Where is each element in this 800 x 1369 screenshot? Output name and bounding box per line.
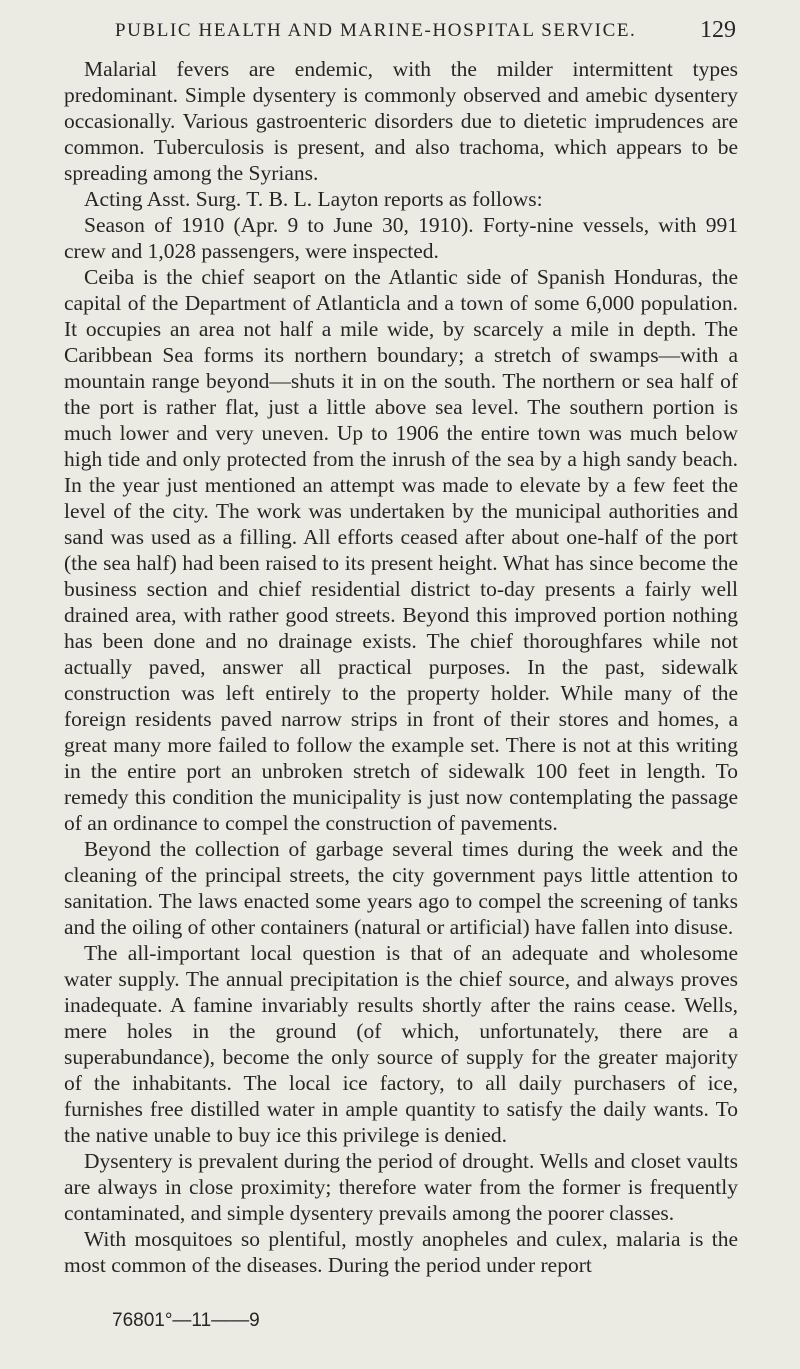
signature-mark: 76801°—11——9: [112, 1310, 260, 1331]
paragraph: The all-important local question is that of an adequate and wholesome water supply. The annual precipitation is the chief source, and always proves inadequate. A famine invariably results shortly after the rains cease. Wells, mere holes in the ground (of which, unfortunately, there are a superabundance), become the only source of supply for the greater majority of the inhabitants. The local ice factory, to all daily purchasers of ice, furnishes free distilled water in ample quantity to satisfy the daily wants. To the native unable to buy ice this privilege is denied.: [64, 941, 738, 1147]
paragraph: Malarial fevers are endemic, with the milder intermittent types predominant. Simple dysentery is commonly observed and amebic dysentery occasionally. Various gastroenteric disorders due to dietetic imprudences are common. Tuberculosis is present, and also trachoma, which appears to be spreading among the Syrians.: [64, 57, 738, 185]
paragraph: Acting Asst. Surg. T. B. L. Layton reports as follows:: [84, 187, 543, 211]
running-title: PUBLIC HEALTH AND MARINE-HOSPITAL SERVICE.: [115, 20, 637, 41]
paragraph: With mosquitoes so plentiful, mostly anopheles and culex, malaria is the most common of the diseases. During the period under report: [64, 1227, 738, 1277]
body-text: [64, 56, 738, 1278]
paragraph: Beyond the collection of garbage several times during the week and the cleaning of the principal streets, the city government pays little attention to sanitation. The laws enacted some years ago to compel the screening of tanks and the oiling of other containers (natural or artificial) have fallen into disuse.: [64, 837, 738, 939]
paragraph: Ceiba is the chief seaport on the Atlantic side of Spanish Honduras, the capital of the Department of Atlanticla and a town of some 6,000 population. It occupies an area not half a mile wide, by scarcely a mile in depth. The Caribbean Sea forms its northern boundary; a stretch of swamps—with a mountain range beyond—shuts it in on the south. The northern or sea half of the port is rather flat, just a little above sea level. The southern portion is much lower and very uneven. Up to 1906 the entire town was much below high tide and only protected from the inrush of the sea by a high sandy beach. In the year just mentioned an attempt was made to elevate by a few feet the level of the city. The work was undertaken by the municipal authorities and sand was used as a filling. All efforts ceased after about one-half of the port (the sea half) had been raised to its present height. What has since become the business section and chief residential district to-day presents a fairly well drained area, with rather good streets. Beyond this improved portion nothing has been done and no drainage exists. The chief thoroughfares while not actually paved, answer all practical purposes. In the past, sidewalk construction was left entirely to the property holder. While many of the foreign residents paved narrow strips in front of their stores and homes, a great many more failed to follow the example set. There is not at this writing in the entire port an unbroken stretch of sidewalk 100 feet in length. To remedy this condition the municipality is just now contemplating the passage of an ordinance to compel the construction of pavements.: [64, 265, 738, 835]
paragraph: Dysentery is prevalent during the period of drought. Wells and closet vaults are always in close proximity; therefore water from the former is frequently contaminated, and simple dysentery prevails among the poorer classes.: [64, 1149, 738, 1225]
paragraph: Season of 1910 (Apr. 9 to June 30, 1910). Forty-nine vessels, with 991 crew and 1,028 passengers, were inspected.: [64, 213, 738, 263]
page-header: [0, 17, 800, 46]
page-number: 129: [700, 17, 736, 43]
